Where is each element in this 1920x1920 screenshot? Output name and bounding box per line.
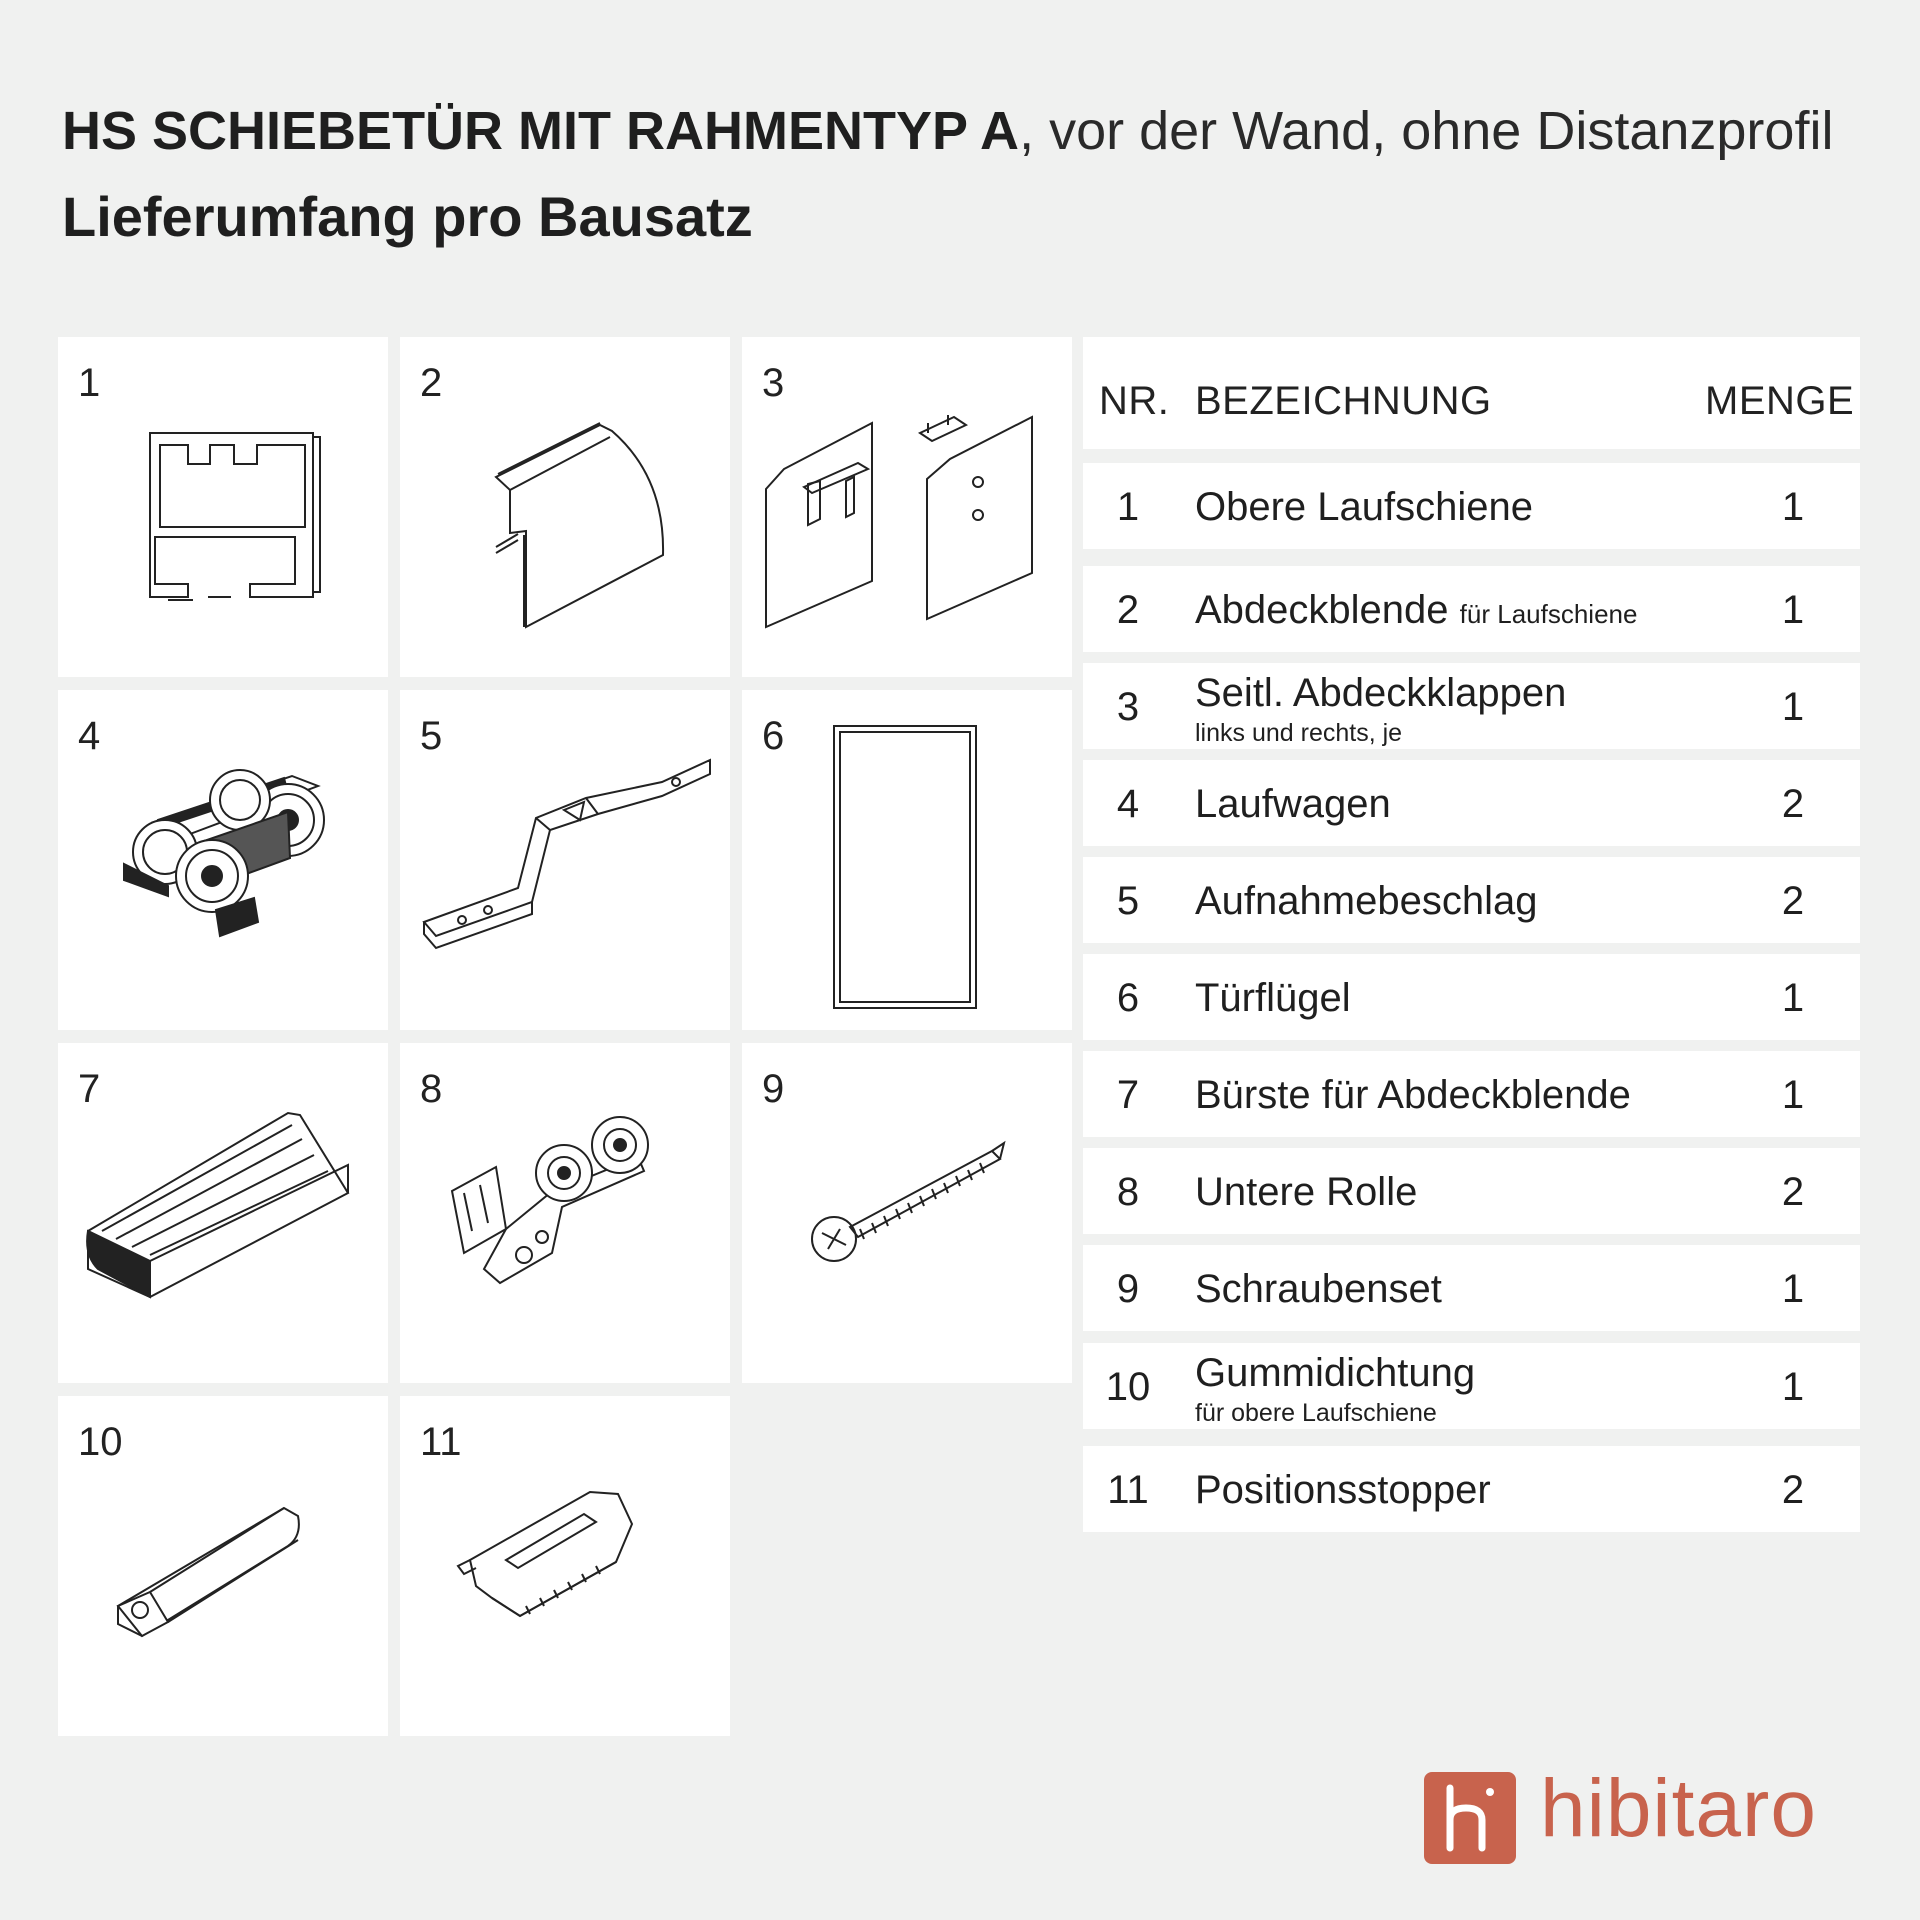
rail-profile-icon (58, 337, 388, 677)
part-cell-5 (400, 690, 730, 1030)
table-row (1083, 760, 1860, 846)
title-bold: HS SCHIEBETÜR MIT RAHMENTYP A (62, 101, 1020, 161)
part-number: 6 (762, 714, 785, 758)
table-row (1083, 1148, 1860, 1234)
row-note: für Laufschiene (1459, 599, 1638, 629)
row-nr: 3 (1116, 685, 1140, 729)
table-row (1083, 1446, 1860, 1532)
row-name: Seitl. Abdeckklappen (1195, 671, 1567, 715)
row-nr: 7 (1116, 1073, 1140, 1117)
part-number: 7 (78, 1067, 101, 1111)
brand-name: hibitaro (1540, 1763, 1817, 1854)
row-qty: 2 (1781, 1170, 1805, 1214)
row-note: für obere Laufschiene (1195, 1399, 1437, 1427)
rubber-seal-icon (58, 1396, 388, 1736)
row-nr: 10 (1105, 1365, 1151, 1409)
row-name: Türflügel (1195, 976, 1351, 1020)
door-leaf-icon (742, 690, 1072, 1030)
table-row (1083, 1343, 1860, 1429)
row-nr: 1 (1116, 485, 1140, 529)
part-cell-8 (400, 1043, 730, 1383)
row-note: links und rechts, je (1195, 719, 1403, 747)
part-number: 8 (420, 1067, 443, 1111)
row-qty: 1 (1781, 685, 1805, 729)
row-nr: 11 (1107, 1468, 1149, 1512)
trolley-icon (58, 690, 388, 1030)
table-row (1083, 857, 1860, 943)
row-qty: 2 (1781, 782, 1805, 826)
row-qty: 1 (1781, 976, 1805, 1020)
table-row (1083, 663, 1860, 749)
header-qty: MENGE (1705, 379, 1855, 423)
part-cell-6 (742, 690, 1072, 1030)
part-number: 10 (78, 1420, 123, 1464)
row-name-wrap (1195, 588, 1637, 633)
bottom-roller-icon (400, 1043, 730, 1383)
table-row (1083, 954, 1860, 1040)
mounting-bracket-icon (400, 690, 730, 1030)
table-row (1083, 463, 1860, 549)
row-qty: 1 (1781, 1267, 1805, 1311)
position-stopper-icon (400, 1396, 730, 1736)
row-qty: 1 (1781, 1365, 1805, 1409)
row-nr: 4 (1116, 782, 1140, 826)
row-qty: 2 (1781, 1468, 1805, 1512)
table-row (1083, 1245, 1860, 1331)
row-name: Abdeckblende (1195, 588, 1449, 632)
row-qty: 1 (1781, 1073, 1805, 1117)
side-flaps-icon (742, 337, 1072, 677)
part-number: 1 (78, 361, 101, 405)
part-number: 11 (420, 1420, 462, 1464)
cover-panel-icon (400, 337, 730, 677)
part-number: 3 (762, 361, 785, 405)
row-nr: 5 (1116, 879, 1140, 923)
row-name: Positionsstopper (1195, 1468, 1491, 1512)
row-name: Schraubenset (1195, 1267, 1442, 1311)
table-row (1083, 566, 1860, 652)
row-name: Bürste für Abdeckblende (1195, 1073, 1631, 1117)
row-qty: 2 (1781, 879, 1805, 923)
page-subtitle: Lieferumfang pro Bausatz (62, 185, 753, 248)
row-name: Aufnahmebeschlag (1195, 879, 1538, 923)
header-nr: NR. (1099, 379, 1170, 423)
row-name: Obere Laufschiene (1195, 485, 1534, 529)
row-nr: 8 (1116, 1170, 1140, 1214)
row-qty: 1 (1781, 485, 1805, 529)
part-cell-9 (742, 1043, 1072, 1383)
part-cell-7 (58, 1043, 388, 1383)
row-nr: 2 (1116, 588, 1140, 632)
row-nr: 6 (1116, 976, 1140, 1020)
part-cell-10 (58, 1396, 388, 1736)
brand-logo-icon (1424, 1772, 1516, 1864)
part-number: 2 (420, 361, 443, 405)
row-name: Gummidichtung (1195, 1351, 1476, 1395)
part-cell-4 (58, 690, 388, 1030)
part-cell-3 (742, 337, 1072, 677)
part-number: 9 (762, 1067, 785, 1111)
brush-strip-icon (58, 1043, 388, 1383)
table-row (1083, 1051, 1860, 1137)
page-title (62, 100, 1833, 162)
table-header (1083, 337, 1860, 449)
part-number: 4 (78, 714, 101, 758)
title-rest: , vor der Wand, ohne Distanzprofil (1019, 101, 1834, 161)
part-cell-11 (400, 1396, 730, 1736)
part-number: 5 (420, 714, 443, 758)
row-qty: 1 (1781, 588, 1805, 632)
screw-icon (742, 1043, 1072, 1383)
row-nr: 9 (1116, 1267, 1140, 1311)
header-name: BEZEICHNUNG (1195, 379, 1492, 423)
part-cell-2 (400, 337, 730, 677)
row-name: Laufwagen (1195, 782, 1391, 826)
part-cell-1 (58, 337, 388, 677)
row-name: Untere Rolle (1195, 1170, 1418, 1214)
